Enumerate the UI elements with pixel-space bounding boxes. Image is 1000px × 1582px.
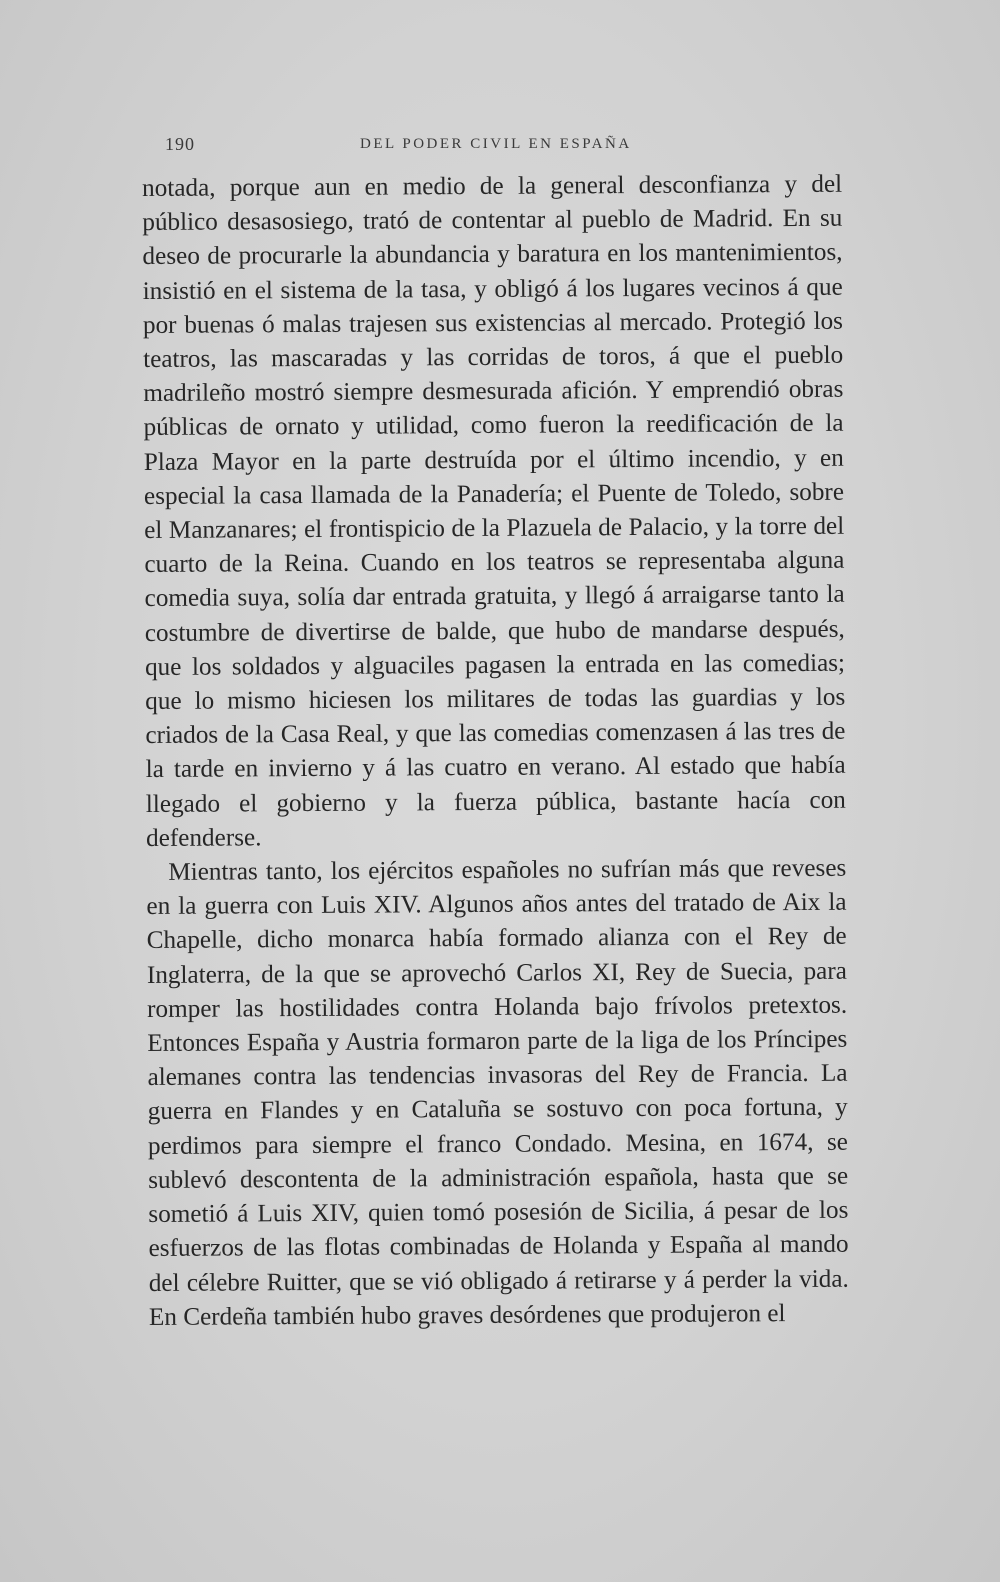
page-header (165, 134, 885, 162)
body-text (142, 168, 849, 1335)
paragraph-1: notada, porque aun en medio de la general desconfianza y del público desasosiego, trató de contentar al pueblo de Madrid. En su deseo de procurarle la abundancia y baratura en los mantenimientos, insistió en el sistema de la tasa, y obligó á los lugares vecinos á que por buenas ó malas trajesen sus existencias al mercado. Protegió los teatros, las mascaradas y las corridas de toros, á que el pueblo madrileño mostró siempre desmesurada afición. Y emprendió obras públicas de ornato y utilidad, como fueron la reedificación de la Plaza Mayor en la parte destruída por el último incendio, y en especial la casa llamada de la Panadería; el Puente de Toledo, sobre el Manzanares; el frontispicio de la Plazuela de Palacio, y la torre del cuarto de la Reina. Cuando en los teatros se representaba alguna comedia suya, solía dar entrada gratuita, y llegó á arraigarse tanto la costumbre de divertirse de balde, que hubo de mandarse después, que los soldados y alguaciles pagasen la entrada en las comedias; que lo mismo hiciesen los militares de todas las guardias y los criados de la Casa Real, y que las comedias comenzasen á las tres de la tarde en invierno y á las cuatro en verano. Al estado que había llegado el gobierno y la fuerza pública, bastante hacía con defenderse. (142, 170, 846, 852)
running-head: DEL PODER CIVIL EN ESPAÑA (360, 136, 632, 152)
page-number: 190 (165, 134, 195, 154)
paragraph-2: Mientras tanto, los ejércitos españoles no sufrían más que reveses en la guerra con Luis XIV. Algunos años antes del tratado de Aix la Chapelle, dicho monarca había formado alianza con el Rey de Inglaterra, de la que se aprovechó Carlos XI, Rey de Suecia, para romper las hostilidades contra Holanda bajo frívolos pretextos. Entonces España y Austria formaron parte de la liga de los Príncipes alemanes contra las tendencias invasoras del Rey de Francia. La guerra en Flandes y en Cataluña se sostuvo con poca fortuna, y perdimos para siempre el franco Condado. Mesina, en 1674, se sublevó descontenta de la administración española, hasta que se sometió á Luis XIV, quien tomó posesión de Sicilia, á pesar de los esfuerzos de las flotas combinadas de Holanda y España al mando del célebre Ruitter, que se vió obligado á retirarse y á perder la vida. En Cerdeña también hubo graves desórdenes que produjeron el (146, 854, 849, 1331)
